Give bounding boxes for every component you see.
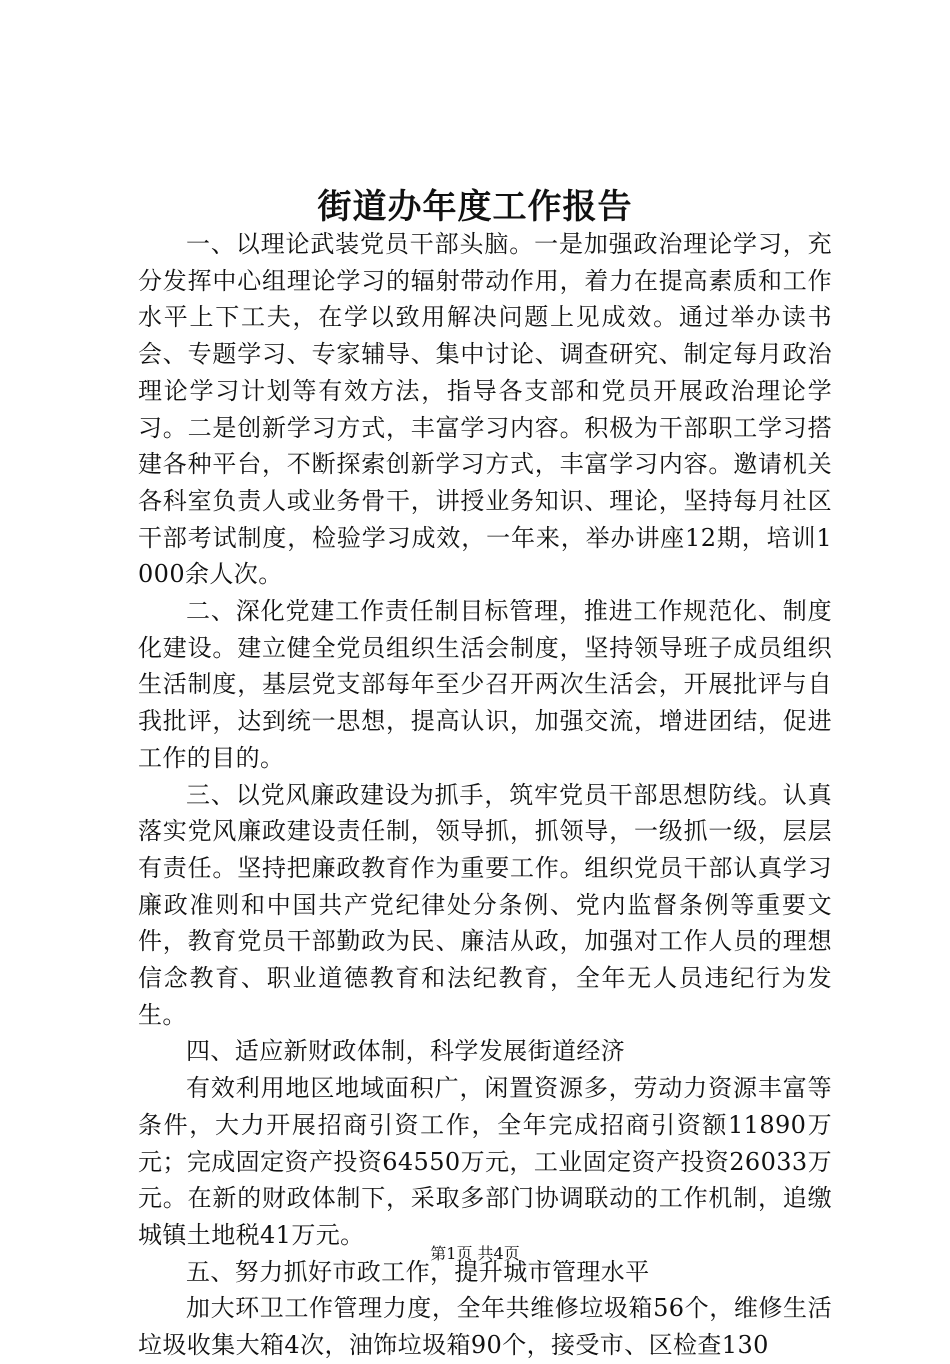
document-title: 街道办年度工作报告	[317, 187, 633, 227]
paragraph-4: 有效利用地区地域面积广，闲置资源多，劳动力资源丰富等条件，大力开展招商引资工作，全年完成招商引资额11890万元；完成固定资产投资64550万元，工业固定资产投资26033万元。在新的财政体制下，采取多部门协调联动的工作机制，追缴城镇土地税41万元。	[138, 1074, 832, 1249]
document-body	[138, 226, 832, 1364]
paragraph-5: 加大环卫工作管理力度，全年共维修垃圾箱56个，维修生活垃圾收集大箱4次，油饰垃圾箱90个，接受市、区检查130	[138, 1294, 832, 1360]
paragraph-1: 一、以理论武装党员干部头脑。一是加强政治理论学习，充分发挥中心组理论学习的辐射带动作用，着力在提高素质和工作水平上下工夫，在学以致用解决问题上见成效。通过举办读书会、专题学习、专家辅导、集中讨论、调查研究、制定每月政治理论学习计划等有效方法，指导各支部和党员开展政治理论学习。二是创新学习方式，丰富学习内容。积极为干部职工学习搭建各种平台，不断探索创新学习方式，丰富学习内容。邀请机关各科室负责人或业务骨干，讲授业务知识、理论，坚持每月社区干部考试制度，检验学习成效，一年来，举办讲座12期，培训1000余人次。	[138, 230, 832, 589]
paragraph-3: 三、以党风廉政建设为抓手，筑牢党员干部思想防线。认真落实党风廉政建设责任制，领导抓，抓领导，一级抓一级，层层有责任。坚持把廉政教育作为重要工作。组织党员干部认真学习廉政准则和中国共产党纪律处分条例、党内监督条例等重要文件，教育党员干部勤政为民、廉洁从政，加强对工作人员的理想信念教育、职业道德教育和法纪教育，全年无人员违纪行为发生。	[138, 780, 832, 1029]
page-number-footer: 第1页 共4页	[430, 1244, 520, 1263]
section-heading-4: 四、适应新财政体制，科学发展街道经济	[186, 1037, 626, 1066]
paragraph-2: 二、深化党建工作责任制目标管理，推进工作规范化、制度化建设。建立健全党员组织生活会制度，坚持领导班子成员组织生活制度，基层党支部每年至少召开两次生活会，开展批评与自我批评，达到统一思想，提高认识，加强交流，增进团结，促进工作的目的。	[138, 597, 832, 772]
section-heading-5: 五、努力抓好市政工作，提升城市管理水平	[186, 1257, 650, 1286]
